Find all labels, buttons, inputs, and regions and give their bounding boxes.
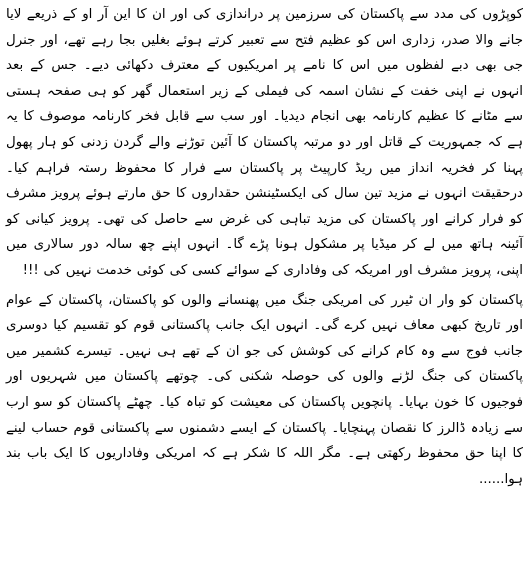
paragraph-one: کوپڑوں کی مدد سے پاکستان کی سرزمین پر دراندازی کی اور ان کا این آر او کے ذریعے لایا جانے والا صدر، زداری اس کو عظیم فتح سے تعبیر کرتے ہوئے بغلیں بجا رہے تھے، اور جنرل جی بھی دبے لفظوں میں اس کا نامے پر امریکیوں کے معترف دکھائی دیے۔ جس کے بعد انہوں نے اپنی خفت کے نشان اسمہ کی فیملی کے زیر استعمال گھر کو ہی صفحہ ہستی سے مٹانے کا عظیم کارنامہ بھی انجام دیدیا۔ اور سب سے قابل فخر کارنامہ موصوف کا یہ ہے کہ جمہوریت کے قاتل اور دو مرتبہ پاکستان کا آئین توڑنے والے گردن زدنی کو ہار پھول پہنا کر فخریہ انداز میں ریڈ کارپیٹ پر پاکستان سے فرار کا محفوظ رستہ فراہم کیا۔ درحقیقت انہوں نے مزید تین سال کی ایکسٹینشن حقداروں کا حق مارتے ہوئے پرویز مشرف کو فرار کرانے اور پاکستان کی مزید تباہی کی غرض سے حاصل کی تھی۔ پرویز کیانی کو آئینہ ہاتھ میں لے کر میڈیا پر مشکول ہونا پڑے گا۔ انہوں اپنے چھ سالہ دور سالاری میں اپنی، پرویز مشرف اور امریکہ کی وفاداری کے سوائے کسی کی کوئی خدمت نہیں کی !!!	[6, 7, 523, 278]
paragraph-two: پاکستان کو وار ان ٹیرر کی امریکی جنگ میں پھنسانے والوں کو پاکستان، پاکستان کے عوام اور تاریخ کبھی معاف نہیں کرے گی۔ انہوں ایک جانب پاکستانی قوم کو تقسیم کیا دوسری جانب فوج سے وہ کام کرانے کی کوشش کی جو ان کے تھے ہی نہیں۔ تیسرے کشمیر میں پاکستان کی جنگ لڑنے والوں کی حوصلہ شکنی کی۔ چوتھے پاکستان میں شہریوں اور فوجیوں کا خون بہایا۔ پانچویں پاکستان کی معیشت کو تباہ کیا۔ چھٹے پاکستان کو سو ارب سے زیادہ ڈالرز کا نقصان پہنچایا۔ پاکستان کے ایسے دشمنوں سے پاکستانی قوم حساب لینے کا اپنا حق محفوظ رکھتی ہے۔ مگر اللہ کا شکر ہے کہ امریکی وفاداریوں کا ایک باب بند ہوا......	[6, 292, 523, 487]
